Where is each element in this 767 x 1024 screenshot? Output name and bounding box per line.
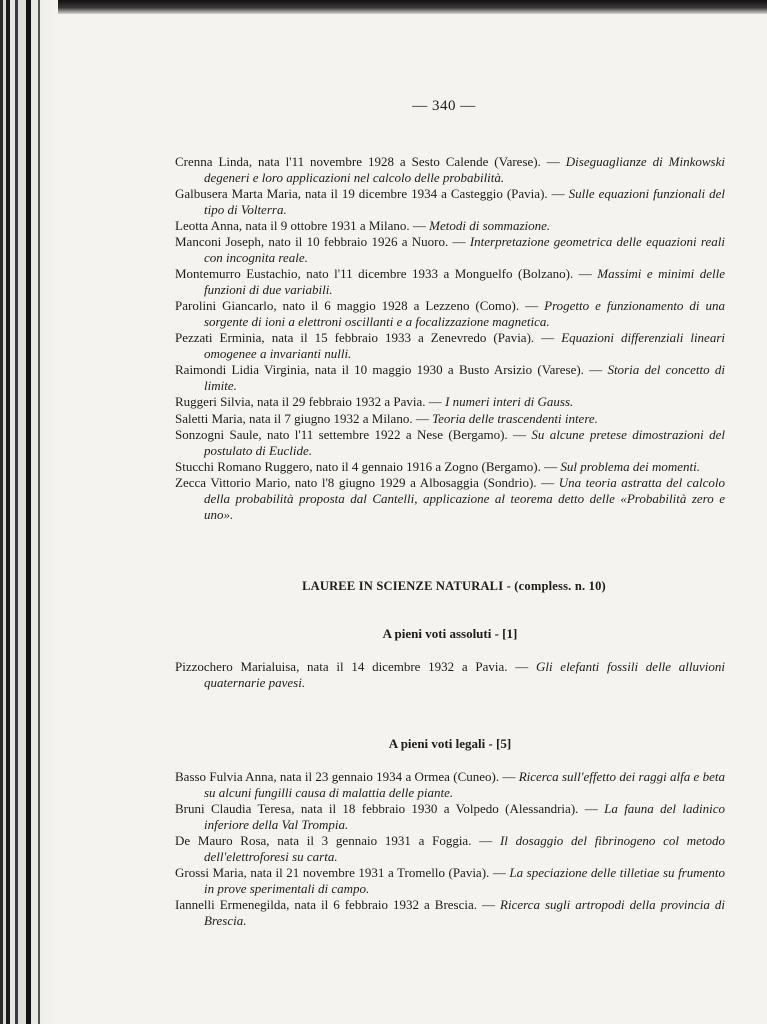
list-item: [175, 298, 725, 329]
entry-name: Sonzogni Saule, nato l'11 settembre 1922 a Nese (Bergamo). —: [175, 426, 527, 442]
entry-name: Parolini Giancarlo, nato il 6 maggio 1928 a Lezzeno (Como). —: [175, 298, 539, 314]
list-item: [175, 475, 725, 522]
list-item: [175, 801, 725, 832]
entry-name: Zecca Vittorio Mario, nato l'8 giugno 1929 a Albosaggia (Sondrio). —: [175, 475, 555, 491]
entry-name: Ruggeri Silvia, nata il 29 febbraio 1932 a Pavia. —: [175, 394, 442, 410]
entry-thesis-title: Ricerca sull'effetto dei raggi alfa e beta su alcuni fungilli causa di malattia delle piante.: [204, 769, 725, 800]
entry-name: Crenna Linda, nata l'11 novembre 1928 a Sesto Calende (Varese). —: [175, 154, 560, 169]
entry-name: Iannelli Ermenegilda, nata il 6 febbraio 1932 a Brescia. —: [175, 897, 496, 912]
entry-thesis-title: Teoria delle trascendenti intere.: [432, 410, 598, 426]
list-item: [175, 833, 725, 864]
entry-thesis-title: La fauna del ladinico inferiore della Val Trompia.: [204, 801, 725, 832]
entry-thesis-title: Il dosaggio del fibrinogeno col metodo dell'elettroforesi su carta.: [204, 833, 725, 864]
subsection-title-legali: A pieni voti legali - [5]: [388, 736, 512, 751]
list-item: [175, 362, 725, 393]
list-item: [175, 865, 725, 896]
list-item: [175, 659, 725, 690]
graduates-list-top: [175, 154, 725, 523]
entry-name: Pizzochero Marialuisa, nata il 14 dicembre 1932 a Pavia. —: [175, 659, 529, 674]
list-item: [175, 266, 725, 297]
entry-name: Grossi Maria, nata il 21 novembre 1931 a Tromello (Pavia). —: [175, 865, 506, 880]
entry-thesis-title: Storia del concetto di limite.: [204, 362, 726, 393]
list-item: [175, 411, 725, 427]
entry-name: Galbusera Marta Maria, nata il 19 dicembre 1934 a Casteggio (Pavia). —: [175, 186, 565, 201]
graduates-list-legali: [175, 769, 725, 929]
list-item: [175, 330, 725, 361]
entry-name: Basso Fulvia Anna, nata il 23 gennaio 1934 a Ormea (Cuneo). —: [175, 769, 516, 784]
list-item: [175, 186, 725, 217]
entry-thesis-title: Una teoria astratta del calcolo della probabilità proposta dal Cantelli, applicazione al teorema detto delle «Probabilità zero e uno».: [204, 475, 726, 522]
list-item: [175, 459, 725, 475]
graduates-list-assoluti: [175, 659, 725, 691]
list-item: [175, 769, 725, 800]
entry-name: Montemurro Eustachio, nato l'11 dicembre 1933 a Monguelfo (Bolzano). —: [175, 266, 592, 282]
entry-thesis-title: Sul problema dei momenti.: [560, 458, 700, 474]
entry-thesis-title: La speciazione delle tilletiae su frumento in prove sperimentali di campo.: [204, 865, 726, 896]
entry-thesis-title: Interpretazione geometrica delle equazioni reali con incognita reale.: [204, 234, 725, 265]
entry-name: Bruni Claudia Teresa, nata il 18 febbraio 1930 a Volpedo (Alessandria). —: [175, 801, 598, 816]
entry-name: Raimondi Lidia Virginia, nata il 10 maggio 1930 a Busto Arsizio (Varese). —: [175, 362, 603, 378]
entry-name: Manconi Joseph, nato il 10 febbraio 1926 a Nuoro. —: [175, 234, 466, 250]
entry-thesis-title: Massimi e minimi delle funzioni di due variabili.: [204, 266, 726, 297]
entry-name: Saletti Maria, nata il 7 giugno 1932 a Milano. —: [175, 410, 429, 426]
book-spine: [0, 0, 58, 1024]
list-item: [175, 394, 725, 410]
entry-name: De Mauro Rosa, nata il 3 gennaio 1931 a Foggia. —: [175, 833, 493, 848]
entry-thesis-title: Sulle equazioni funzionali del tipo di Volterra.: [204, 186, 726, 217]
entry-thesis-title: Equazioni differenziali lineari omogenee a invarianti nulli.: [204, 330, 725, 361]
entry-thesis-title: Gli elefanti fossili delle alluvioni quaternarie pavesi.: [204, 659, 726, 690]
entry-thesis-title: Su alcune pretese dimostrazioni del postulato di Euclide.: [204, 426, 726, 458]
entry-name: Stucchi Romano Ruggero, nato il 4 gennaio 1916 a Zogno (Bergamo). —: [175, 458, 558, 474]
list-item: [175, 234, 725, 265]
entry-thesis-title: Metodi di sommazione.: [429, 218, 551, 233]
entry-thesis-title: I numeri interi di Gauss.: [445, 394, 574, 410]
list-item: [175, 218, 725, 234]
entry-thesis-title: Progetto e funzionamento di una sorgente di ioni a elettroni oscillanti e a focalizzazione magnetica.: [204, 298, 726, 329]
list-item: [175, 154, 725, 185]
subsection-title-assoluti: A pieni voti assoluti - [1]: [382, 626, 518, 641]
page-top-edge: [0, 0, 767, 14]
entry-thesis-title: Diseguaglianze di Minkowski degeneri e loro applicazioni nel calcolo delle probabilità.: [204, 154, 725, 185]
page-number: — 340 —: [412, 98, 476, 114]
list-item: [175, 427, 725, 458]
entry-thesis-title: Ricerca sugli artropodi della provincia di Brescia.: [204, 897, 726, 928]
section-title: LAUREE IN SCIENZE NATURALI - (compless. n. 10): [302, 579, 606, 593]
list-item: [175, 897, 725, 928]
entry-name: Leotta Anna, nata il 9 ottobre 1931 a Milano. —: [175, 218, 426, 233]
entry-name: Pezzati Erminia, nata il 15 febbraio 1933 a Zenevredo (Pavia). —: [175, 330, 555, 346]
